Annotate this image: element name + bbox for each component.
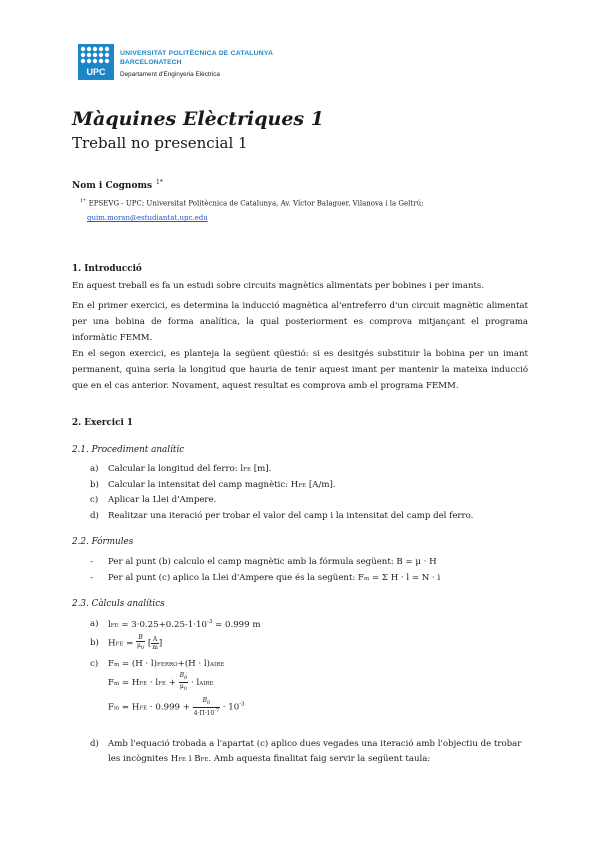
- list-item-label: a): [90, 464, 99, 474]
- list-item: Aplicar la Llei d'Ampere.: [108, 495, 217, 505]
- svg-text:UPC: UPC: [86, 67, 106, 77]
- affiliation-mark: 1*: [80, 198, 86, 204]
- list-item-label: c): [90, 495, 99, 505]
- intro-paragraph-3: En el segon exercici, es planteja la següent qüestió: si es desitgés substituir la bobina per un imant permanent, quina seria la longitud que hauria de tenir aquest imant per mantenir la mateixa inducció que en el cas anterior. Novament, aquest resultat es comprova amb el programa FEMM.: [72, 349, 528, 391]
- department-name: Departament d'Enginyeria Elèctrica: [120, 71, 220, 78]
- equation-b: HFE = $\frac{B}{\mu_0}$ [ $\frac{A}{m}$ ]: [108, 634, 163, 652]
- subsection-heading-procediment: 2.1. Procediment analític: [72, 445, 185, 455]
- document-title: Màquines Elèctriques 1: [72, 108, 324, 130]
- author-email-link[interactable]: quim.moran@estudiantat.upc.edu: [87, 214, 208, 222]
- equation-a: lFE = $3\cdot 0.25+0.25-1\cdot 10^{-3} = 0.999$ m: [108, 619, 261, 630]
- equation-d-text-2: les incògnites HFE i BFE. Amb aquesta finalitat faig servir la següent taula:: [108, 754, 431, 764]
- list-item: Realitzar una iteració per trobar el valor del camp i la intensitat del camp del ferro.: [108, 511, 474, 521]
- bullet-dash: -: [90, 573, 93, 583]
- university-name: UNIVERSITAT POLITÈCNICA DE CATALUNYA: [120, 50, 274, 57]
- bullet-item: Per al punt (b) calculo el camp magnètic amb la fórmula següent: B = μ · H: [108, 557, 437, 567]
- list-item-label: b): [90, 480, 99, 490]
- equation-c-3: Fm = HFE · 0.999 + $\frac{B_0}{4\cdot\Pi\cdot 10^{-7}}$ · $10^{-3}$: [108, 697, 245, 718]
- equation-d-text: Amb l'equació trobada a l'apartat (c) aplico dues vegades una iteració amb l'objectiu de trobar: [108, 739, 522, 749]
- subsection-heading-calculs: 2.3. Càlculs analítics: [72, 599, 165, 609]
- calc-label-c: c): [90, 659, 99, 669]
- bullet-dash: -: [90, 557, 93, 567]
- equation-c-1: Fm = (H · l)FERRO+(H · l)AIRE: [108, 659, 225, 669]
- section-heading-exercici-1: 2. Exercici 1: [72, 418, 134, 428]
- intro-paragraph-1: En aquest treball es fa un estudi sobre circuits magnètics alimentats per bobines i per imants.: [72, 281, 485, 291]
- calc-label-a: a): [90, 619, 99, 629]
- list-item: Calcular la intensitat del camp magnètic: HFE [A/m].: [108, 480, 336, 490]
- university-subtitle: BARCELONATECH: [120, 59, 182, 66]
- list-item-label: d): [90, 511, 99, 521]
- calc-label-d: d): [90, 739, 99, 749]
- bullet-item: Per al punt (c) aplico la Llei d'Ampere que és la següent: Fm = Σ H · l = N · i: [108, 573, 441, 583]
- upc-logo: [78, 44, 298, 84]
- affiliation: [80, 198, 423, 207]
- author-mark: 1*: [156, 179, 163, 186]
- equation-c-2: Fm = HFE · lFE + $\frac{B_0}{\mu_0}$ · lAIRE: [108, 672, 214, 693]
- intro-paragraph-2: En el primer exercici, es determina la inducció magnètica al'entreferro d'un circuit magnètic alimentat per una bobina de forma analítica, la qual posteriorment es comprova mitjançant el programa informàtic FEMM.: [72, 301, 528, 343]
- author-line: [72, 179, 163, 191]
- calc-label-b: b): [90, 638, 99, 648]
- section-heading-introduccio: 1. Introducció: [72, 264, 142, 274]
- author-name: Nom i Cognoms: [72, 181, 153, 191]
- upc-logo-icon: [78, 44, 114, 80]
- list-item: Calcular la longitud del ferro: lFE [m].: [108, 464, 272, 474]
- affiliation-text: EPSEVG - UPC; Universitat Politècnica de Catalunya, Av. Víctor Balaguer, Vilanova i la Geltrú;: [88, 199, 424, 208]
- document-subtitle: Treball no presencial 1: [72, 134, 248, 152]
- subsection-heading-formules: 2.2. Fórmules: [72, 537, 134, 547]
